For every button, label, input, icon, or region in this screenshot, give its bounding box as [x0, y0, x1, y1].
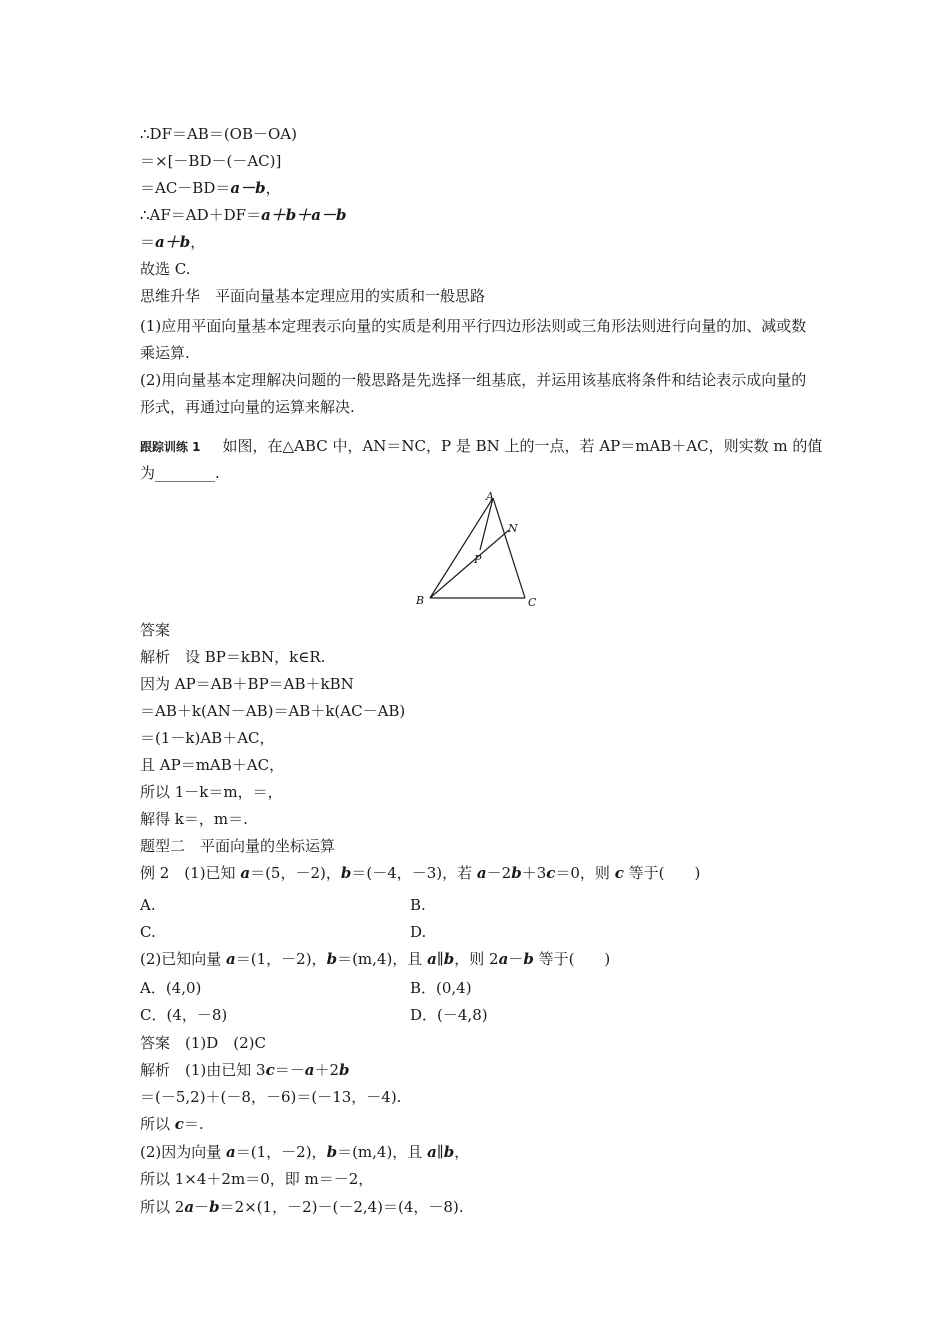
text-line: ∴AF＝AD＋DF＝a＋b＋a－b: [140, 206, 347, 224]
option-a: A.: [140, 896, 156, 914]
segment-bn: [430, 530, 509, 598]
option-d: D.: [410, 923, 427, 941]
answer-line: 答案 (1)D (2)C: [140, 1034, 266, 1052]
option-d: D．(－4,8): [410, 1006, 488, 1024]
label-a: A: [486, 490, 494, 503]
exercise-line: 跟踪训练 1 如图，在△ABC 中，AN＝NC，P 是 BN 上的一点，若 AP＝mAB＋AC，则实数 m 的值: [140, 437, 823, 455]
option-b: B．(0,4): [410, 979, 472, 997]
text-line: ＝AC－BD＝a－b，: [140, 179, 281, 197]
label-n: N: [508, 522, 518, 535]
text-line: ＝a＋b，: [140, 233, 206, 251]
label-p: P: [474, 553, 482, 566]
label-b: B: [416, 594, 425, 607]
option-b: B.: [410, 896, 426, 914]
option-c: C．(4，－8): [140, 1006, 228, 1024]
exercise-tag: 跟踪训练 1: [140, 440, 201, 454]
segment-ap: [480, 498, 493, 550]
text-line: 所以 1－k＝m，＝，: [140, 783, 283, 801]
text-line: ＝(1－k)AB＋AC，: [140, 729, 275, 747]
text-line: 所以 2a－b＝2×(1，－2)－(－2,4)＝(4，－8).: [140, 1198, 464, 1216]
label-c: C: [528, 596, 537, 609]
side-ac: [493, 498, 525, 598]
side-ab: [430, 498, 493, 598]
paragraph: (2)用向量基本定理解决问题的一般思路是先选择一组基底，并运用该基底将条件和结论表示成向量的形式，再通过向量的运算来解决.: [140, 371, 807, 416]
text-line: ＝×[－BD－(－AC)]: [140, 152, 282, 170]
option-c: C.: [140, 923, 156, 941]
answer-label: 答案: [140, 621, 171, 639]
section-heading: 思维升华 平面向量基本定理应用的实质和一般思路: [140, 287, 486, 305]
text-line: 故选 C.: [140, 260, 191, 278]
example-line: (2)已知向量 a＝(1，－2)，b＝(m,4)，且 a∥b，则 2a－b 等于( ): [140, 950, 611, 968]
text-line: 且 AP＝mAB＋AC，: [140, 756, 285, 774]
text-line: ＝(－5,2)＋(－8，－6)＝(－13，－4).: [140, 1088, 402, 1106]
text-line: 解析 (1)由已知 3c＝－a＋2b: [140, 1061, 350, 1079]
paragraph: (1)应用平面向量基本定理表示向量的实质是利用平行四边形法则或三角形法则进行向量的加、减或数乘运算.: [140, 317, 807, 362]
text-line: 解析 设 BP＝kBN，k∈R.: [140, 648, 326, 666]
text-line: 解得 k＝，m＝.: [140, 810, 248, 828]
text-line: 所以 1×4＋2m＝0，即 m＝－2，: [140, 1170, 374, 1188]
option-a: A．(4,0): [140, 979, 202, 997]
text-line: 所以 c＝.: [140, 1115, 204, 1133]
example-line: 例 2 (1)已知 a＝(5，－2)，b＝(－4，－3)，若 a－2b＋3c＝0，则 c 等于( ): [140, 864, 701, 882]
triangle-figure: [410, 490, 550, 615]
text-line: ∴DF＝AB＝(OB－OA): [140, 125, 297, 143]
section-heading: 题型二 平面向量的坐标运算: [140, 837, 336, 855]
text-line: ＝AB＋k(AN－AB)＝AB＋k(AC－AB): [140, 702, 406, 720]
text-line: (2)因为向量 a＝(1，－2)，b＝(m,4)，且 a∥b，: [140, 1143, 470, 1161]
text-line: 为________.: [140, 464, 220, 482]
text-line: 因为 AP＝AB＋BP＝AB＋kBN: [140, 675, 354, 693]
